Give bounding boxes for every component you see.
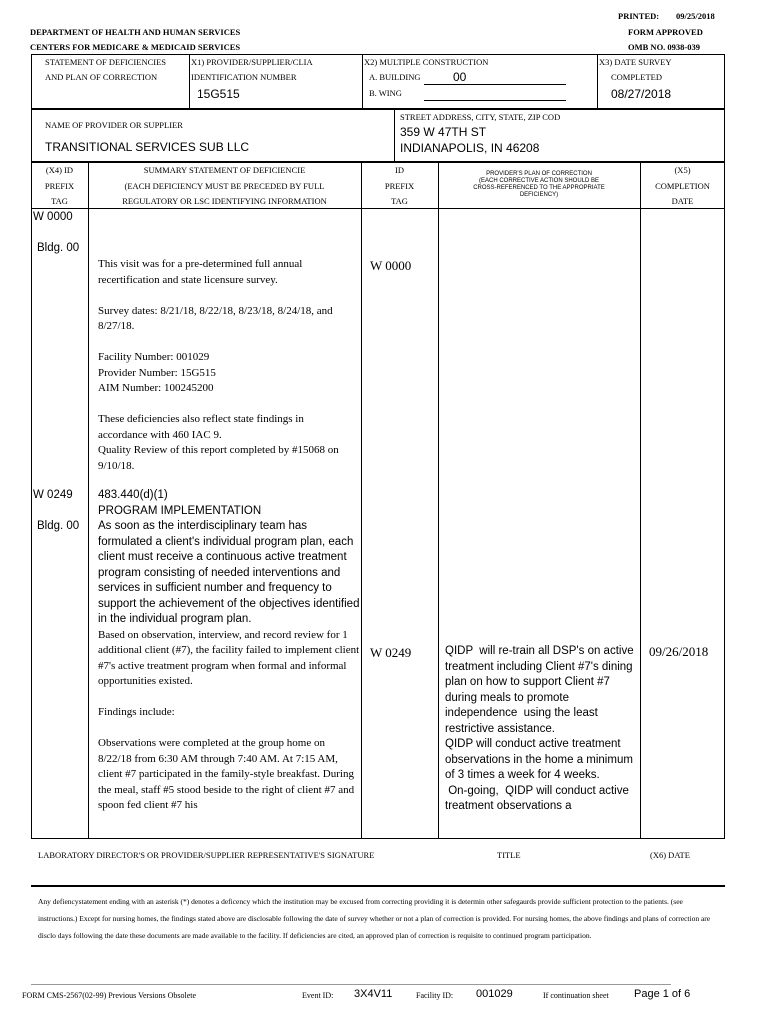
address-line-1: 359 W 47TH ST [400, 125, 487, 139]
page-number: Page 1 of 6 [634, 988, 691, 1000]
statement-label-1: STATEMENT OF DEFICIENCIES [45, 57, 167, 67]
form-approved: FORM APPROVED [628, 27, 703, 37]
x4-prefix-label: PREFIX [44, 181, 75, 191]
x1-label-1: X1) PROVIDER/SUPPLIER/CLIA [191, 57, 313, 67]
facility-number: Facility Number: 001029 [98, 351, 210, 363]
quality-review: Quality Review of this report completed by #15068 on 9/10/18. [98, 444, 339, 472]
w0249-plan-of-correction: QIDP will re-train all DSP's on active treatment including Client #7's dining plan on how to support Client #7 during meals to promote independence using the least restrictive assistance. QIDP will conduct active treatment observations in the home a minimum of 3 times a week for 4 weeks. On-going, QIDP will conduct active treatment observations a [445, 645, 634, 812]
provider-box [31, 109, 725, 162]
cms-name: CENTERS FOR MEDICARE & MEDICAID SERVICES [30, 42, 241, 52]
continuation-label: If continuation sheet [543, 991, 609, 1000]
x3-label-1: X3) DATE SURVEY [599, 57, 672, 67]
wing-label: B. WING [369, 88, 402, 98]
provider-id: 15G515 [197, 87, 240, 101]
event-id-value: 3X4V11 [354, 988, 393, 1000]
provider-name: TRANSITIONAL SERVICES SUB LLC [45, 140, 250, 154]
w0000-paragraph-4: These deficiencies also reflect state findings in accordance with 460 IAC 9. [98, 413, 304, 441]
w0249-completion-date: 09/26/2018 [649, 644, 709, 659]
id-prefix-label: PREFIX [384, 181, 415, 191]
form-number: FORM CMS-2567(02-99) Previous Versions Obsolete [22, 991, 197, 1000]
x6-date-label: (X6) DATE [650, 850, 690, 860]
provider-number: Provider Number: 15G515 [98, 366, 216, 379]
summary-label-2: (EACH DEFICIENCY MUST BE PRECEDED BY FULL [124, 181, 325, 191]
dept-name: DEPARTMENT OF HEALTH AND HUMAN SERVICES [30, 27, 241, 37]
aim-number: AIM Number: 100245200 [98, 382, 214, 394]
provider-name-label: NAME OF PROVIDER OR SUPPLIER [45, 120, 183, 130]
id-tag-label: TAG [391, 196, 408, 206]
w0000-paragraph-1: This visit was for a pre-determined full annual recertification and state licensure survey. [98, 258, 303, 286]
w0000-tag: W 0000 [33, 211, 73, 223]
w0249-title: PROGRAM IMPLEMENTATION [98, 504, 262, 517]
summary-label-1: SUMMARY STATEMENT OF DEFICIENCIE [143, 165, 306, 175]
id-label: ID [395, 165, 404, 175]
plan-header [438, 171, 640, 199]
omb-number: OMB NO. 0938-039 [628, 42, 701, 52]
facility-id-label: Facility ID: [416, 991, 454, 1000]
x3-label-2: COMPLETED [611, 72, 662, 82]
w0000-summary [98, 257, 348, 474]
w0000-building: Bldg. 00 [37, 242, 80, 254]
w0249-summary [98, 488, 360, 814]
signature-label: LABORATORY DIRECTOR'S OR PROVIDER/SUPPLIER REPRESENTATIVE'S SIGNATURE [38, 850, 375, 860]
w0000-plan-tag: W 0000 [370, 258, 412, 273]
findings-label: Findings include: [98, 706, 175, 718]
address-line-2: INDIANAPOLIS, IN 46208 [400, 141, 540, 155]
w0249-observations: Observations were completed at the group home on 8/22/18 from 6:30 AM through 7:40 AM. At 7:15 AM, client #7 participated in the family-style breakfast. During the meal, staff #5 stood beside to the right of client #7 and spoon fed client #7 his [98, 737, 355, 811]
x4-tag-label: TAG [51, 196, 68, 206]
w0249-paragraph-2: Based on observation, interview, and record review for 1 additional client (#7), the facility failed to implement client #7's active treatment program when formal and informal opportunities existed. [98, 628, 360, 687]
printed-label: PRINTED: [618, 11, 660, 21]
building-value: 00 [453, 70, 467, 84]
title-label: TITLE [497, 850, 521, 860]
address-label: STREET ADDRESS, CITY, STATE, ZIP COD [400, 112, 561, 122]
event-id-label: Event ID: [302, 991, 334, 1000]
w0000-paragraph-2: Survey dates: 8/21/18, 8/22/18, 8/23/18, 8/24/18, and 8/27/18. [98, 304, 333, 332]
x5-completion-label: COMPLETION [655, 181, 710, 191]
disclaimer-text: Any defiencystatement ending with an asterisk (*) denotes a deficency which the institution may be excused from correcting providing it is determin other safegaurds provide sufficient protection to the patients. (see instructions.) Except for nursing homes, the findings stated above are disclosable following the date of survey whether or not a plan of correction is provided. For nursing homes, the above findings and plans of correction are disclo days following the date these documents are made available to the facility. If deficiencies are cited, an approved plan of correction is requisite to continued program participation. [38, 897, 711, 940]
x1-label-2: IDENTIFICATION NUMBER [191, 72, 297, 82]
plan-label-2: (EACH CORRECTIVE ACTION SHOULD BE [478, 178, 600, 184]
x2-label: X2) MULTIPLE CONSTRUCTION [364, 57, 489, 67]
w0249-building: Bldg. 00 [37, 520, 80, 532]
plan-label-1: PROVIDER'S PLAN OF CORRECTION [486, 171, 592, 177]
x5-date-label: DATE [671, 196, 694, 206]
building-label: A. BUILDING [369, 72, 421, 82]
w0249-plan-tag: W 0249 [370, 645, 412, 660]
w0249-regulation: 483.440(d)(1) [98, 489, 168, 501]
plan-label-3: CROSS-REFERENCED TO THE APPROPRIATE [473, 185, 605, 191]
x5-label: (X5) [674, 165, 691, 175]
w0249-requirement: As soon as the interdisciplinary team has formulated a client's individual program plan, each client must receive a continuous active treatment program consisting of needed interventions and services in sufficient number and frequency to support the achievement of the objectives identified in the individual program plan. [98, 520, 360, 625]
printed-date: 09/25/2018 [676, 11, 715, 21]
statement-label-2: AND PLAN OF CORRECTION [45, 72, 158, 82]
w0249-tag: W 0249 [33, 489, 73, 501]
survey-date: 08/27/2018 [611, 87, 672, 101]
facility-id-value: 001029 [476, 988, 513, 1000]
plan-label-4: DEFICIENCY) [519, 192, 559, 198]
summary-label-3: REGULATORY OR LSC IDENTIFYING INFORMATION [122, 196, 327, 206]
x4-id-label: (X4) ID [45, 165, 74, 175]
